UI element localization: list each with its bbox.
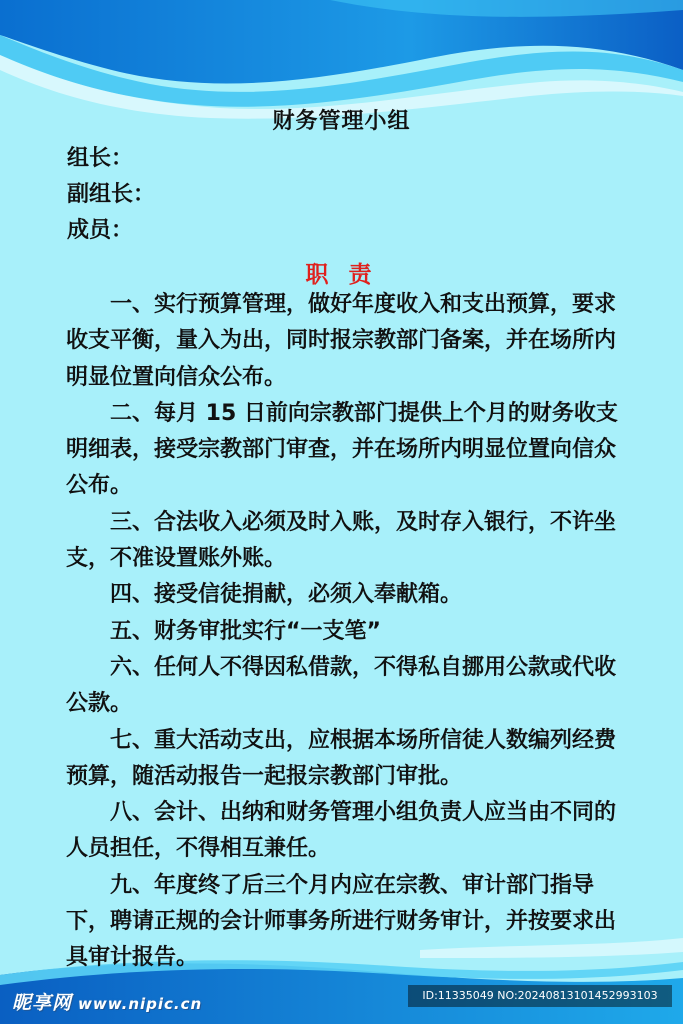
role-leader-label: 组长： xyxy=(67,146,134,171)
page-title: 财务管理小组 xyxy=(272,109,411,134)
role-deputy-leader-label: 副组长： xyxy=(67,182,156,207)
duty-item: 七、重大活动支出，应根据本场所信徒人数编列经费预算，随活动报告一起报宗教部门审批。 xyxy=(66,727,617,789)
role-members-label: 成员： xyxy=(67,218,134,243)
duties-list xyxy=(66,287,622,977)
photo-id-badge: ID:11335049 NO:20240813101452993103 xyxy=(408,985,672,1007)
duty-item: 一、实行预算管理，做好年度收入和支出预算，要求收支平衡，量入为出，同时报宗教部门备案，并在场所内明显位置向信众公布。 xyxy=(66,292,617,390)
duty-item: 九、年度终了后三个月内应在宗教、审计部门指导下，聘请正规的会计师事务所进行财务审计，并按要求出具审计报告。 xyxy=(66,872,617,971)
duty-item: 六、任何人不得因私借款，不得私自挪用公款或代收公款。 xyxy=(66,654,617,717)
site-logo-text: 昵享网 xyxy=(12,992,73,1014)
duty-item: 八、会计、出纳和财务管理小组负责人应当由不同的人员担任，不得相互兼任。 xyxy=(66,800,617,862)
duties-heading: 职 责 xyxy=(305,262,378,288)
site-logo xyxy=(12,988,202,1015)
duty-item: 三、合法收入必须及时入账，及时存入银行，不许坐支，不准设置账外账。 xyxy=(66,509,617,572)
duty-item: 五、财务审批实行“一支笔” xyxy=(110,618,381,644)
site-logo-url: www.nipic.cn xyxy=(78,995,203,1013)
duty-item: 四、接受信徒捐献，必须入奉献箱。 xyxy=(110,582,463,608)
duty-item: 二、每月 15 日前向宗教部门提供上个月的财务收支明细表，接受宗教部门审查，并在场所内明显位置向信众公布。 xyxy=(66,400,618,499)
